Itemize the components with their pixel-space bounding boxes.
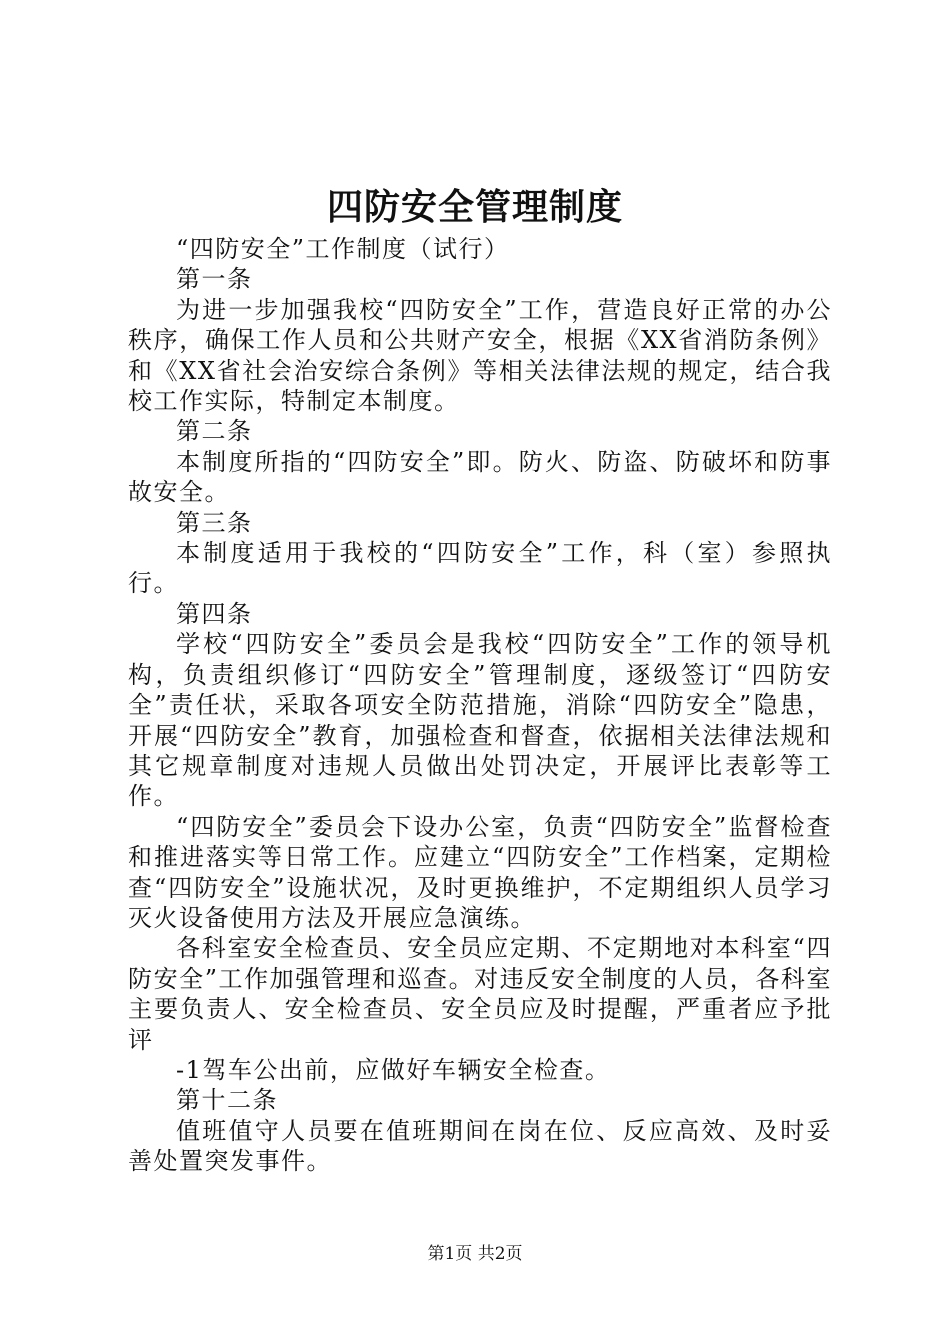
article-heading: 第二条 — [176, 417, 253, 446]
body-paragraph: 各科室安全检查员、安全员应定期、不定期地对本科室“四防安全”工作加强管理和巡查。对违反安全制度的人员，各科室主要负责人、安全检查员、安全员应及时提醒，严重者应予批评 — [128, 934, 832, 1054]
subtitle-paragraph: “四防安全”工作制度（试行） — [176, 235, 510, 263]
body-paragraph: 学校“四防安全”委员会是我校“四防安全”工作的领导机构，负责组织修订“四防安全”管理制度，逐级签订“四防安全”责任状，采取各项安全防范措施，消除“四防安全”隐患，开展“四防安全”教育，加强检查和督查，依据相关法律法规和其它规章制度对违规人员做出处罚决定，开展评比表彰等工作。 — [128, 630, 832, 811]
body-paragraph: 本制度适用于我校的“四防安全”工作，科（室）参照执行。 — [128, 539, 832, 598]
document-body — [128, 234, 832, 1177]
page-number-footer: 第1页 共2页 — [427, 1244, 523, 1264]
article-heading: 第一条 — [176, 265, 253, 294]
body-paragraph: -1驾车公出前，应做好车辆安全检查。 — [176, 1055, 611, 1084]
article-heading: 第三条 — [176, 508, 253, 537]
document-title: 四防安全管理制度 — [326, 186, 623, 228]
body-paragraph: 为进一步加强我校“四防安全”工作，营造良好正常的办公秩序，确保工作人员和公共财产安全，根据《XX省消防条例》和《XX省社会治安综合条例》等相关法律法规的规定，结合我校工作实际，特制定本制度。 — [128, 295, 832, 416]
body-paragraph: 值班值守人员要在值班期间在岗在位、反应高效、及时妥善处置突发事件。 — [128, 1116, 832, 1176]
body-paragraph: “四防安全”委员会下设办公室，负责“四防安全”监督检查和推进落实等日常工作。应建立“四防安全”工作档案，定期检查“四防安全”设施状况，及时更换维护，不定期组织人员学习灭火设备使用方法及开展应急演练。 — [128, 812, 832, 932]
article-heading: 第十二条 — [176, 1086, 278, 1115]
article-heading: 第四条 — [176, 599, 253, 628]
body-paragraph: 本制度所指的“四防安全”即。防火、防盗、防破坏和防事故安全。 — [128, 447, 832, 507]
